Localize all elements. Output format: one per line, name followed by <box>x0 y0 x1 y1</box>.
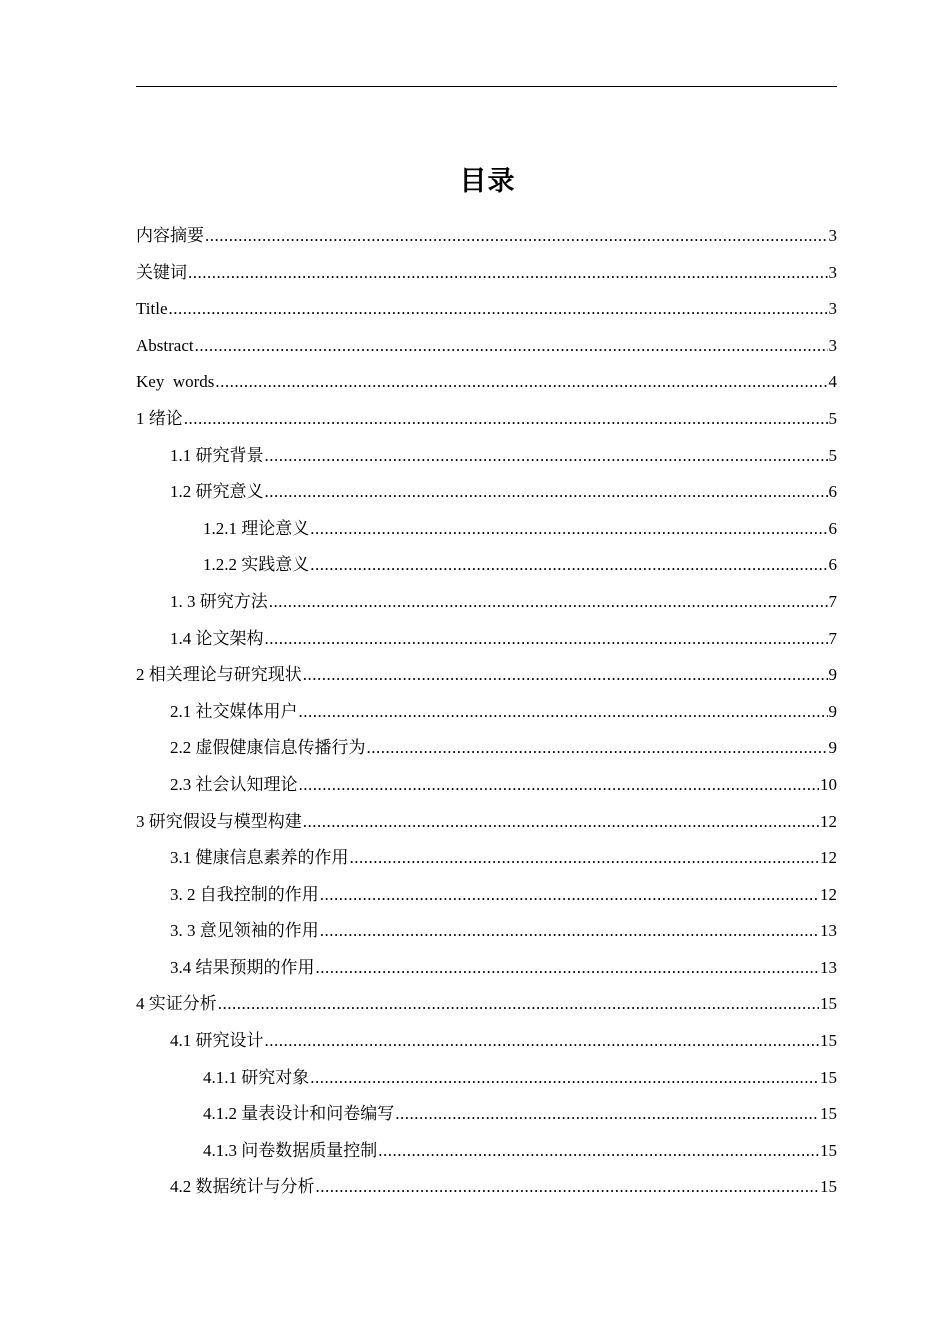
toc-entry-page: 12 <box>820 811 837 831</box>
toc-entry-label: 1.2.2 实践意义 <box>203 555 310 575</box>
toc-entry-label: Abstract <box>136 335 194 355</box>
dot-leader <box>303 804 819 841</box>
toc-entry[interactable] <box>136 1133 837 1170</box>
toc-entry-label: Key words <box>136 372 215 392</box>
dot-leader <box>215 364 827 401</box>
dot-leader <box>367 730 828 767</box>
toc-entry-label: 内容摘要 <box>136 226 204 245</box>
toc-entry-page: 10 <box>820 774 837 794</box>
toc-entry[interactable] <box>136 767 837 804</box>
dot-leader <box>316 950 820 987</box>
toc-entry[interactable] <box>136 913 837 950</box>
toc-entry-page: 6 <box>828 555 837 575</box>
toc-entry-label: 2.1 社交媒体用户 <box>170 701 298 721</box>
dot-leader <box>395 1096 819 1133</box>
dot-leader <box>269 584 828 621</box>
toc-entry-label: 4 实证分析 <box>136 994 217 1014</box>
toc-entry-page: 6 <box>828 482 837 502</box>
toc-entry-page: 13 <box>820 921 837 941</box>
toc-entry[interactable] <box>136 218 837 255</box>
toc-entry-label: 3.4 结果预期的作用 <box>170 957 315 977</box>
toc-entry-label: 1.1 研究背景 <box>170 445 264 465</box>
toc-entry-page: 5 <box>828 408 837 428</box>
dot-leader <box>188 255 828 292</box>
toc-entry[interactable] <box>136 694 837 731</box>
toc-entry[interactable] <box>136 840 837 877</box>
toc-entry[interactable] <box>136 1169 837 1206</box>
toc-entry-page: 3 <box>828 226 837 245</box>
toc-entry[interactable] <box>136 1060 837 1097</box>
toc-entry[interactable] <box>136 511 837 548</box>
toc-entry-page: 15 <box>820 1067 837 1087</box>
toc-entry-label: 3. 3 意见领袖的作用 <box>170 921 319 941</box>
dot-leader <box>195 328 828 365</box>
toc-entry-label: 4.2 数据统计与分析 <box>170 1177 315 1197</box>
toc-entry[interactable] <box>136 986 837 1023</box>
toc-entry-page: 13 <box>820 957 837 977</box>
toc-entry-label: 1. 3 研究方法 <box>170 591 268 611</box>
toc-entry-page: 15 <box>820 1031 837 1051</box>
page-title: 目录 <box>459 166 516 197</box>
toc-entry-page: 15 <box>820 1177 837 1197</box>
toc-entry-page: 3 <box>828 262 837 282</box>
toc-entry-label: 1.2 研究意义 <box>170 482 264 502</box>
toc-entry-label: 4.1.3 问卷数据质量控制 <box>203 1140 378 1160</box>
dot-leader <box>320 913 819 950</box>
toc-entry[interactable] <box>136 1096 837 1133</box>
toc-entry-page: 7 <box>828 628 837 648</box>
dot-leader <box>310 547 827 584</box>
dot-leader <box>310 1060 819 1097</box>
toc-entry[interactable] <box>136 584 837 621</box>
toc-entry-page: 15 <box>820 994 837 1014</box>
dot-leader <box>316 1169 820 1206</box>
toc-entry[interactable] <box>136 1023 837 1060</box>
toc-entry[interactable] <box>136 950 837 987</box>
toc-entry-label: 3 研究假设与模型构建 <box>136 811 302 831</box>
toc-entry-page: 5 <box>828 445 837 465</box>
dot-leader <box>350 840 820 877</box>
dot-leader <box>265 474 828 511</box>
toc-entry-label: 1 绪论 <box>136 408 183 428</box>
toc-entry-label: 2.2 虚假健康信息传播行为 <box>170 738 366 758</box>
toc-entry-label: 2.3 社会认知理论 <box>170 774 298 794</box>
dot-leader <box>218 986 819 1023</box>
toc-entry[interactable] <box>136 730 837 767</box>
dot-leader <box>205 218 828 255</box>
toc-entry[interactable] <box>136 804 837 841</box>
toc-entry-page: 12 <box>820 884 837 904</box>
toc-entry-page: 3 <box>828 335 837 355</box>
toc-entry-label: 2 相关理论与研究现状 <box>136 665 302 685</box>
toc-entry-page: 9 <box>828 701 837 721</box>
dot-leader <box>299 694 828 731</box>
toc-entry-page: 9 <box>828 738 837 758</box>
dot-leader <box>169 291 828 328</box>
dot-leader <box>303 657 828 694</box>
toc-entry-page: 15 <box>820 1104 837 1124</box>
toc-entry[interactable] <box>136 401 837 438</box>
toc-entry-page: 7 <box>828 591 837 611</box>
toc-entry-label: 4.1.2 量表设计和问卷编写 <box>203 1104 395 1124</box>
dot-leader <box>265 621 828 658</box>
toc-entry-label: 关键词 <box>136 262 187 282</box>
toc-entry-page: 9 <box>828 665 837 685</box>
toc-entry-label: 1.4 论文架构 <box>170 628 264 648</box>
toc-entry-page: 4 <box>828 372 837 392</box>
toc-entry[interactable] <box>136 877 837 914</box>
dot-leader <box>320 877 819 914</box>
dot-leader <box>265 1023 820 1060</box>
table-of-contents <box>136 218 837 1206</box>
toc-entry[interactable] <box>136 547 837 584</box>
toc-entry-label: 3. 2 自我控制的作用 <box>170 884 319 904</box>
toc-entry-label: 4.1.1 研究对象 <box>203 1067 310 1087</box>
dot-leader <box>378 1133 819 1170</box>
toc-entry[interactable] <box>136 438 837 475</box>
dot-leader <box>310 511 827 548</box>
toc-entry[interactable] <box>136 328 837 365</box>
header-rule <box>136 86 837 87</box>
toc-entry[interactable] <box>136 291 837 328</box>
dot-leader <box>184 401 828 438</box>
dot-leader <box>265 438 828 475</box>
toc-entry-label: 4.1 研究设计 <box>170 1031 264 1051</box>
dot-leader <box>299 767 820 804</box>
toc-entry[interactable] <box>136 364 837 401</box>
toc-entry-label: 1.2.1 理论意义 <box>203 518 310 538</box>
toc-entry[interactable] <box>136 621 837 658</box>
toc-entry-label: Title <box>136 299 168 319</box>
toc-entry-page: 12 <box>820 848 837 868</box>
toc-entry[interactable] <box>136 474 837 511</box>
toc-entry[interactable] <box>136 657 837 694</box>
toc-entry-page: 3 <box>828 299 837 319</box>
toc-entry[interactable] <box>136 255 837 292</box>
toc-entry-page: 15 <box>820 1140 837 1160</box>
toc-entry-page: 6 <box>828 518 837 538</box>
toc-entry-label: 3.1 健康信息素养的作用 <box>170 848 349 868</box>
